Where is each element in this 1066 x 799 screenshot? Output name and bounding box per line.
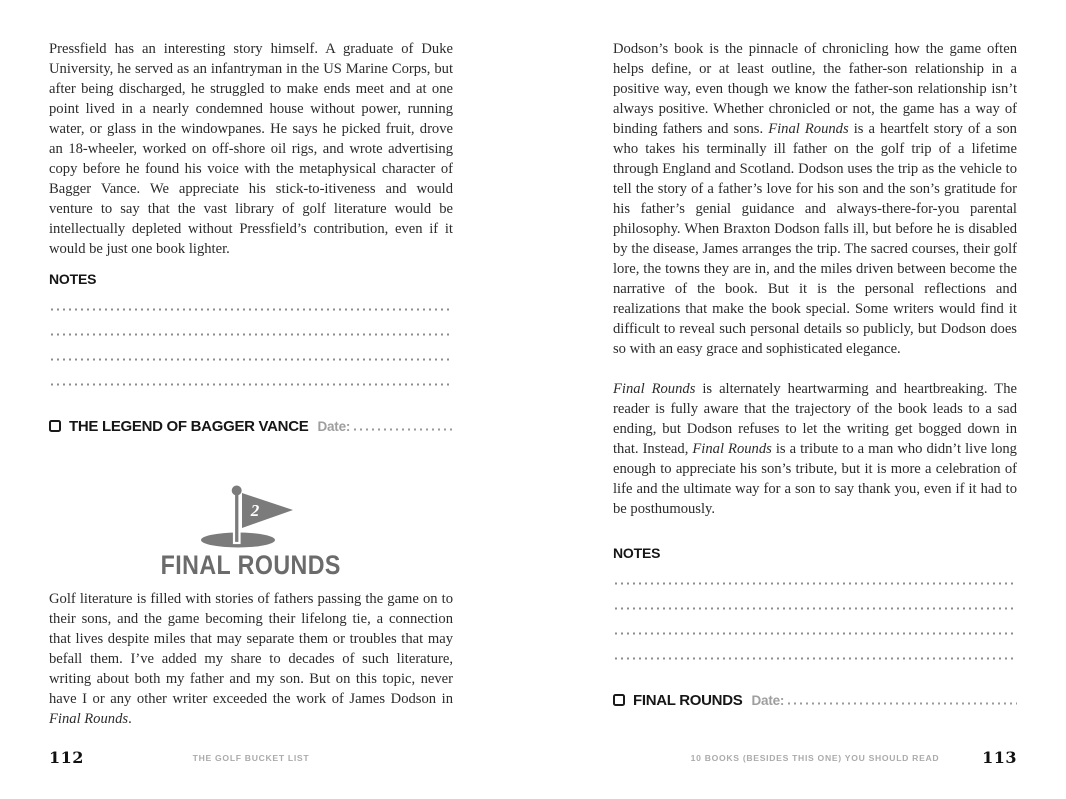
chapter-title: FINAL ROUNDS <box>160 550 342 580</box>
date-label: Date: <box>317 419 351 434</box>
date-leader-line <box>786 702 1017 705</box>
notes-heading: NOTES <box>49 271 97 287</box>
notes-line <box>49 383 453 386</box>
checklist-item-label: FINAL ROUNDS <box>633 692 743 709</box>
notes-line <box>613 607 1017 610</box>
notes-line <box>49 308 453 311</box>
page-number: 112 <box>49 748 84 767</box>
checklist-item-bagger-vance <box>49 418 453 435</box>
notes-line <box>613 582 1017 585</box>
date-label: Date: <box>751 693 785 708</box>
chapter-number: 2 <box>250 501 260 520</box>
paragraph-pressfield-bio: Pressfield has an interesting story himself. A graduate of Duke University, he served as an infantryman in the US Marine Corps, but after being discharged, he struggled to make ends meet and at one point lived in a nearly condemned house without power, running water, or glass in the windowpanes. He says he picked fruit, drove an 18-wheeler, worked on off-shore oil rigs, and wrote advertising copy before he found his voice with the metaphysical character of Bagger Vance. We appreciate his stick-to-itiveness and would venture to say that the vast library of golf literature would be intellectually depleted without Pressfield’s contribution, even if it would be just one book lighter. <box>49 41 453 257</box>
running-footer: 10 BOOKS (BESIDES THIS ONE) YOU SHOULD READ <box>690 753 940 763</box>
notes-lines <box>49 308 453 408</box>
checklist-item-label: THE LEGEND OF BAGGER VANCE <box>69 418 309 435</box>
chapter-icon-wrap <box>49 483 453 554</box>
notes-lines <box>613 582 1017 682</box>
book-page-left <box>49 0 453 799</box>
page-number: 113 <box>982 748 1017 767</box>
paragraph-golf-literature: Golf literature is filled with stories of fathers passing the game on to their sons, and the game becoming their lifelong tie, a connection that lives despite miles that may separate them or troubles that may befall them. I’ve added my share to decades of such literature, writing about both my father and my son. But on this topic, never have I or any other writer exceeded the work of James Dodson in Final Rounds. <box>49 591 453 727</box>
paragraph-final-rounds-review: Final Rounds is alternately heartwarming and heartbreaking. The reader is fully aware that the trajectory of the book leads to a sad ending, but Dodson refuses to let the writing get bogged down in that. Instead, Final Rounds is a tribute to a man who didn’t live long enough to appreciate his son’s tribute, but it is more a celebration of life and the ultimate way for a son to say thank you, even if it had to be posthumously. <box>613 381 1017 517</box>
page-footer-right <box>613 748 1017 768</box>
notes-heading: NOTES <box>613 545 661 561</box>
notes-line <box>49 333 453 336</box>
paragraph-dodson-book: Dodson’s book is the pinnacle of chronicling how the game often helps define, or at least outline, the father-son relationship in a positive way, even though we know the father-son relationship isn’t always positive. Whether chronicled or not, the game has a way of binding fathers and sons. Final Rounds is a heartfelt story of a son who takes his terminally ill father on the golf trip of a lifetime through England and Scotland. Dodson uses the trip as the vehicle to tell the story of a father’s love for his son and the son’s gratitude for his father’s genial guidance and always-there-for-you parental philosophy. When Braxton Dodson falls ill, but before he is disabled by the disease, James arranges the trip. The sacred courses, their golf lore, the towns they are in, and the miles driven between become the narrative of the book. But it is the personal reflections and realizations that make the book special. Some writers would find it difficult to reveal such personal details so publicly, but Dodson does so with an easy grace and sophisticated elegance. <box>613 41 1017 357</box>
notes-line <box>613 632 1017 635</box>
checkbox-icon <box>613 694 625 706</box>
page-footer-left <box>49 748 453 768</box>
checklist-item-final-rounds <box>613 692 1017 709</box>
notes-line <box>613 657 1017 660</box>
checkbox-icon <box>49 420 61 432</box>
book-page-right <box>613 0 1017 799</box>
date-leader-line <box>352 428 453 431</box>
golf-flag-icon <box>199 483 303 549</box>
running-footer: THE GOLF BUCKET LIST <box>192 753 310 763</box>
notes-line <box>49 358 453 361</box>
